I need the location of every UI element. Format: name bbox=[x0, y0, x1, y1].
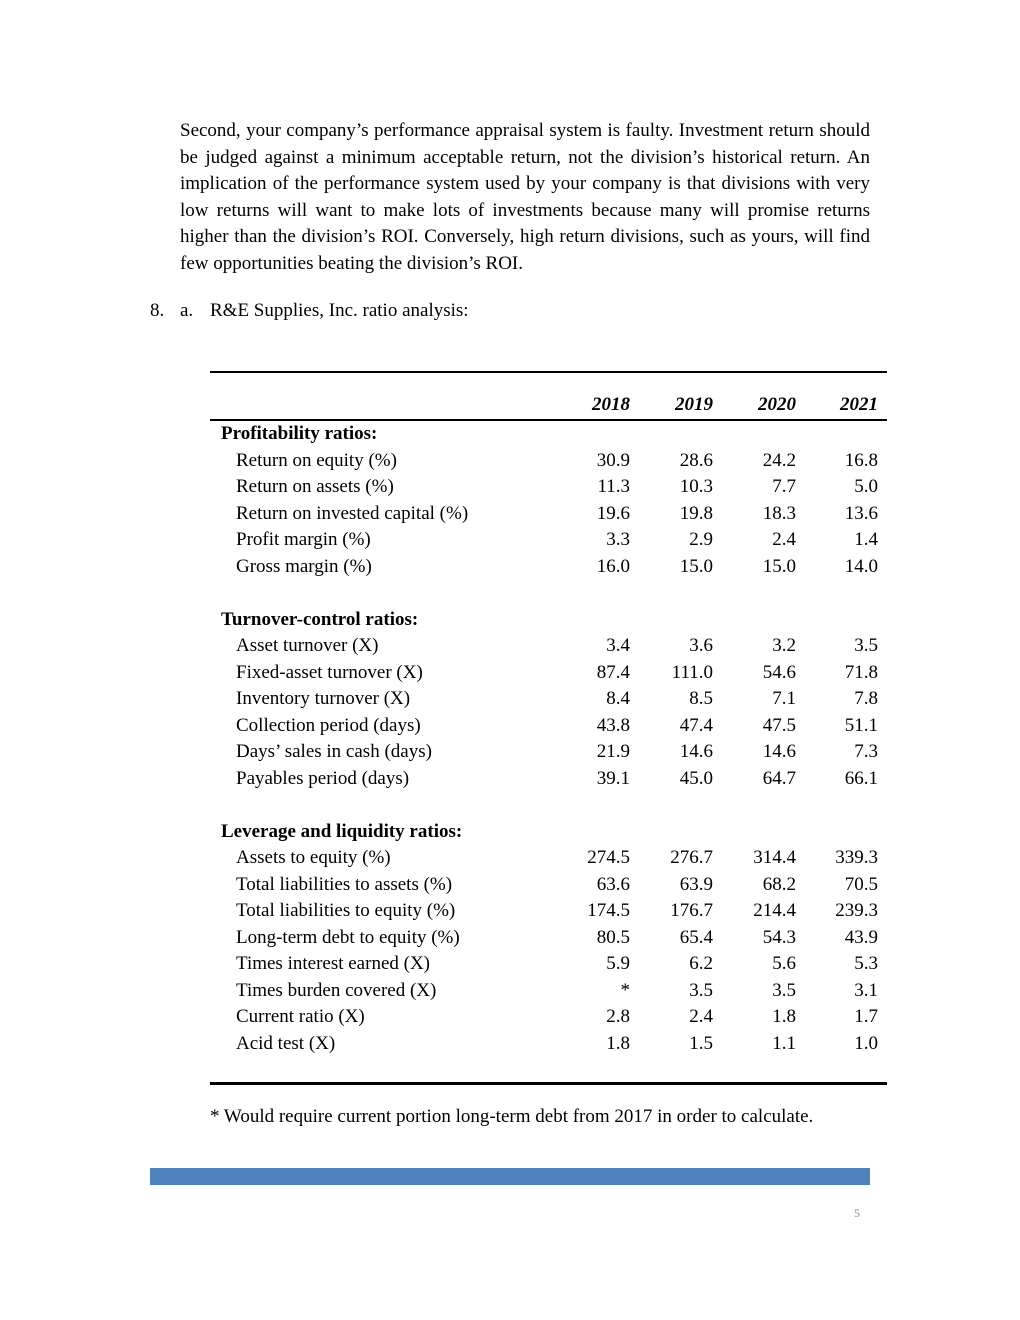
table-cell: 39.1 bbox=[596, 767, 630, 789]
row-label: Return on assets (%) bbox=[236, 476, 394, 497]
table-row bbox=[0, 527, 1020, 553]
table-cell: 2.4 bbox=[689, 1006, 713, 1027]
table-cell: 51.1 bbox=[844, 714, 878, 736]
item-letter: a. bbox=[180, 300, 194, 321]
section-title: Leverage and liquidity ratios: bbox=[221, 820, 463, 842]
row-label: Total liabilities to equity (%) bbox=[236, 900, 456, 921]
page-number: 5 bbox=[854, 1206, 860, 1220]
table-cell: 70.5 bbox=[844, 873, 878, 895]
table-cell: 5.9 bbox=[606, 953, 630, 974]
table-cell: 1.0 bbox=[854, 1032, 878, 1054]
table-cell: 18.3 bbox=[762, 502, 796, 524]
body-paragraph: Second, your company’s performance appraisal system is faulty. Investment return should be judged against a minimum acceptable return, not the division’s historical return. An implication of the performance system used by your company is that divisions with very low returns will want to make lots of investments because many will promise returns higher than the division’s ROI. Conversely, high return divisions, such as yours, will find few opportunities beating the division’s ROI. bbox=[180, 120, 870, 274]
table-cell: 8.4 bbox=[606, 688, 630, 709]
table-row bbox=[0, 898, 1020, 924]
table-cell: 7.7 bbox=[772, 476, 796, 497]
row-label: Times burden covered (X) bbox=[236, 979, 437, 1001]
table-row bbox=[0, 766, 1020, 792]
row-label: Collection period (days) bbox=[236, 714, 421, 736]
table-cell: 6.2 bbox=[689, 953, 713, 974]
section-row bbox=[0, 421, 1020, 447]
table-cell: 1.4 bbox=[854, 529, 878, 550]
table-cell: 2.8 bbox=[606, 1006, 630, 1027]
row-label: Profit margin (%) bbox=[236, 529, 371, 550]
row-label: Payables period (days) bbox=[236, 767, 410, 789]
table-cell: 5.3 bbox=[854, 953, 878, 974]
table-cell: 24.2 bbox=[762, 449, 796, 471]
table-row bbox=[0, 925, 1020, 951]
table-cell: 68.2 bbox=[762, 873, 796, 895]
section-row bbox=[0, 607, 1020, 633]
table-cell: 66.1 bbox=[844, 767, 878, 789]
table-cell: 3.6 bbox=[689, 635, 713, 656]
table-row bbox=[0, 739, 1020, 765]
table-cell: 2.9 bbox=[689, 529, 713, 550]
table-cell: * bbox=[620, 979, 630, 1001]
table-row bbox=[0, 1004, 1020, 1030]
table-cell: 1.8 bbox=[606, 1032, 630, 1054]
table-row bbox=[0, 474, 1020, 500]
table-bottom-rule bbox=[210, 1082, 887, 1085]
table-row bbox=[0, 501, 1020, 527]
row-label: Assets to equity (%) bbox=[236, 847, 391, 868]
table-top-rule bbox=[210, 371, 887, 373]
table-cell: 54.3 bbox=[762, 926, 796, 948]
table-row bbox=[0, 660, 1020, 686]
table-row bbox=[0, 978, 1020, 1004]
row-label: Inventory turnover (X) bbox=[236, 688, 411, 709]
table-cell: 30.9 bbox=[596, 449, 630, 471]
table-row bbox=[0, 713, 1020, 739]
table-row bbox=[0, 554, 1020, 580]
footnote: * Would require current portion long-term debt from 2017 in order to calculate. bbox=[210, 1106, 814, 1127]
table-cell: 19.6 bbox=[596, 502, 630, 524]
table-cell: 3.2 bbox=[772, 635, 796, 656]
table-cell: 19.8 bbox=[679, 502, 713, 524]
table-cell: 8.5 bbox=[689, 688, 713, 709]
table-row bbox=[0, 845, 1020, 871]
table-cell: 10.3 bbox=[679, 476, 713, 497]
section-title: Profitability ratios: bbox=[221, 423, 378, 444]
row-label: Acid test (X) bbox=[236, 1032, 336, 1054]
table-cell: 65.4 bbox=[679, 926, 713, 948]
table-cell: 21.9 bbox=[596, 741, 630, 762]
table-cell: 7.3 bbox=[854, 741, 878, 762]
row-label: Total liabilities to assets (%) bbox=[236, 873, 453, 895]
table-cell: 174.5 bbox=[587, 900, 630, 921]
table-row bbox=[0, 686, 1020, 712]
table-cell: 54.6 bbox=[762, 661, 796, 683]
table-cell: 176.7 bbox=[670, 900, 713, 921]
footer-bar bbox=[150, 1168, 870, 1185]
table-cell: 3.3 bbox=[606, 529, 630, 550]
table-row bbox=[0, 1031, 1020, 1057]
table-cell: 7.1 bbox=[772, 688, 796, 709]
table-cell: 314.4 bbox=[753, 847, 796, 868]
row-label: Days’ sales in cash (days) bbox=[236, 741, 432, 762]
table-cell: 16.0 bbox=[596, 555, 630, 577]
table-cell: 63.6 bbox=[596, 873, 630, 895]
item-text: R&E Supplies, Inc. ratio analysis: bbox=[210, 300, 469, 321]
year-header: 2021 bbox=[840, 394, 878, 415]
table-cell: 14.6 bbox=[679, 741, 713, 762]
table-cell: 45.0 bbox=[679, 767, 713, 789]
table-row bbox=[0, 872, 1020, 898]
table-cell: 47.5 bbox=[762, 714, 796, 736]
table-cell: 15.0 bbox=[679, 555, 713, 577]
row-label: Current ratio (X) bbox=[236, 1006, 365, 1027]
table-cell: 214.4 bbox=[753, 900, 796, 921]
table-cell: 11.3 bbox=[597, 476, 630, 497]
table-cell: 5.6 bbox=[772, 953, 796, 974]
row-label: Times interest earned (X) bbox=[236, 953, 430, 974]
table-cell: 87.4 bbox=[596, 661, 630, 683]
table-row bbox=[0, 448, 1020, 474]
table-cell: 43.9 bbox=[844, 926, 878, 948]
table-cell: 276.7 bbox=[670, 847, 713, 868]
table-cell: 1.1 bbox=[772, 1032, 796, 1054]
year-header: 2019 bbox=[675, 394, 713, 415]
table-cell: 111.0 bbox=[671, 661, 713, 683]
table-cell: 3.5 bbox=[772, 979, 796, 1001]
table-cell: 274.5 bbox=[587, 847, 630, 868]
table-cell: 43.8 bbox=[596, 714, 630, 736]
table-row bbox=[0, 633, 1020, 659]
table-cell: 63.9 bbox=[679, 873, 713, 895]
table-cell: 3.1 bbox=[854, 979, 878, 1001]
table-cell: 3.4 bbox=[606, 635, 630, 656]
row-label: Fixed-asset turnover (X) bbox=[236, 661, 423, 683]
table-cell: 14.0 bbox=[844, 555, 878, 577]
table-cell: 7.8 bbox=[854, 688, 878, 709]
table-cell: 47.4 bbox=[679, 714, 713, 736]
table-cell: 80.5 bbox=[596, 926, 630, 948]
table-cell: 239.3 bbox=[835, 900, 878, 921]
table-cell: 3.5 bbox=[689, 979, 713, 1001]
item-number: 8. bbox=[150, 300, 165, 321]
table-cell: 71.8 bbox=[844, 661, 878, 683]
table-cell: 339.3 bbox=[835, 847, 878, 868]
row-label: Return on invested capital (%) bbox=[236, 502, 469, 524]
table-cell: 16.8 bbox=[844, 449, 878, 471]
row-label: Return on equity (%) bbox=[236, 449, 397, 471]
table-cell: 1.8 bbox=[772, 1006, 796, 1027]
table-cell: 64.7 bbox=[762, 767, 796, 789]
year-header: 2020 bbox=[758, 394, 796, 415]
row-label: Asset turnover (X) bbox=[236, 635, 379, 656]
table-cell: 2.4 bbox=[772, 529, 796, 550]
year-header: 2018 bbox=[592, 394, 630, 415]
table-cell: 13.6 bbox=[844, 502, 878, 524]
table-cell: 1.7 bbox=[854, 1006, 878, 1027]
table-cell: 14.6 bbox=[762, 741, 796, 762]
section-row bbox=[0, 819, 1020, 845]
row-label: Long-term debt to equity (%) bbox=[236, 926, 460, 948]
table-row bbox=[0, 951, 1020, 977]
table-cell: 5.0 bbox=[854, 476, 878, 497]
table-cell: 1.5 bbox=[689, 1032, 713, 1054]
table-cell: 15.0 bbox=[762, 555, 796, 577]
table-cell: 28.6 bbox=[679, 449, 713, 471]
row-label: Gross margin (%) bbox=[236, 555, 372, 577]
section-title: Turnover-control ratios: bbox=[221, 608, 419, 630]
table-cell: 3.5 bbox=[854, 635, 878, 656]
